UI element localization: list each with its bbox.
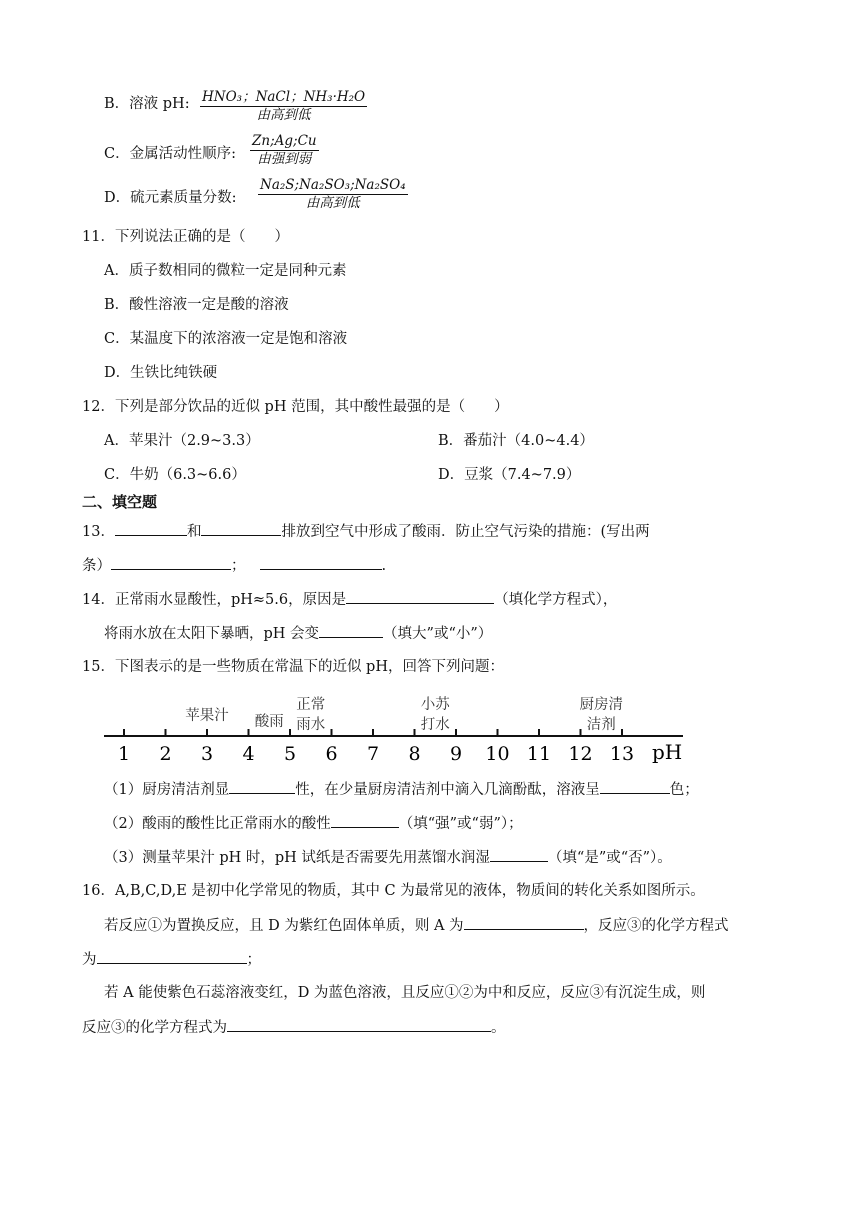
ph-substance-label: 打水 [420,717,450,733]
q16-1-text-a: 若反应①为置换反应，且 D 为紫红色固体单质，则 A 为 [104,918,464,934]
q16-2-text-b: ； [246,952,261,968]
q10-option-c-label: C．金属活动性顺序: [104,146,236,162]
q15-1-text-c: 色； [669,782,699,798]
ph-tick-label: 11 [526,743,552,765]
q12-option-b: B．番茄汁（4.0~4.4） [438,433,594,449]
ph-substance-label: 酸雨 [254,714,284,730]
q10-d-numerator: Na₂S;Na₂SO₃;Na₂SO₄ [260,177,406,193]
ph-tick-label: 9 [449,743,463,765]
q12-option-a: A．苹果汁（2.9~3.3） [104,433,260,449]
q11-stem: 11．下列说法正确的是（ ） [82,229,289,245]
q11-option-d: D．生铁比纯铁硬 [104,365,218,381]
q11-option-b: B．酸性溶液一定是酸的溶液 [104,297,289,313]
ph-unit-label: pH [652,740,683,764]
ph-substance-label: 雨水 [296,717,326,733]
q15-sub-2 [104,813,523,834]
q14-blank-1[interactable] [346,589,494,604]
q13-text-items: 条） [82,558,111,574]
q10-option-b-fraction [200,89,367,124]
ph-tick-label: 8 [408,743,421,765]
q10-option-b-label: B．溶液 pH: [104,96,190,112]
q13-text-main: 排放到空气中形成了酸雨．防止空气污染的措施：(写出两 [281,524,650,540]
q16-1-text-b: ，反应③的化学方程式 [583,918,729,934]
q16-line-2 [82,949,261,970]
q15-sub-3 [104,847,672,868]
ph-substance-label: 正常 [296,697,326,713]
q14-line-2 [104,623,492,644]
ph-tick-label: 5 [283,743,297,765]
q15-1-blank-2[interactable] [600,779,670,794]
q10-option-d-label: D．硫元素质量分数: [104,190,237,206]
q11-option-a: A．质子数相同的微粒一定是同种元素 [104,263,347,279]
q13-text-and: 和 [186,524,202,540]
q13-blank-2[interactable] [201,521,281,536]
q14-text-hint2: （填大”或“小”） [383,626,493,642]
ph-tick-label: 2 [159,743,172,765]
q16-4-text-b: 。 [491,1020,506,1036]
q10-option-c-fraction [250,133,319,168]
q13-blank-4[interactable] [260,555,382,570]
ph-substance-label: 苹果汁 [185,708,229,724]
q10-b-denominator: 由高到低 [256,107,311,123]
q13-text-end: . [381,558,387,574]
q13-blank-3[interactable] [111,555,231,570]
q16-line-1 [104,915,729,936]
q10-d-denominator: 由高到低 [305,195,360,211]
ph-tick-label: 4 [242,743,255,765]
q12-option-c: C．牛奶（6.3~6.6） [104,467,246,483]
q16-blank-eq1[interactable] [97,949,247,964]
ph-tick-label: 12 [568,743,593,765]
ph-tick-label: 3 [200,743,214,765]
q16-stem: 16．A,B,C,D,E 是初中化学常见的物质，其中 C 为最常见的液体，物质间的转化关系如图所示。 [82,883,705,899]
q15-1-text-a: （1）厨房清洁剂显 [104,782,230,798]
q10-option-d-fraction [258,177,408,212]
q15-3-text-a: （3）测量苹果汁 pH 时，pH 试纸是否需要先用蒸馏水润湿 [104,850,490,866]
q10-b-numerator: HNO₃；NaCl；NH₃·H₂O [202,89,366,105]
q14-line-1 [82,589,617,610]
q15-2-blank[interactable] [331,813,399,828]
q16-blank-a[interactable] [464,915,584,930]
ph-substance-label: 洁剂 [586,717,616,733]
q16-2-text-a: 为 [82,952,97,968]
ph-tick-label: 6 [325,743,338,765]
q15-2-text-b: （填“强”或“弱”）； [398,816,523,832]
q12-stem: 12．下列是部分饮品的近似 pH 范围，其中酸性最强的是（ ） [82,399,509,415]
q14-text-hint1: （填化学方程式）， [494,592,618,608]
ph-tick-label: 10 [485,743,510,765]
q15-stem: 15．下图表示的是一些物质在常温下的近似 pH，回答下列问题： [82,659,504,675]
q16-line-4 [82,1017,506,1038]
q15-1-text-b: 性，在少量厨房清洁剂中滴入几滴酚酞，溶液呈 [295,782,600,798]
ph-substance-label: 小苏 [420,697,450,713]
q13-blank-1[interactable] [115,521,187,536]
q15-2-text-a: （2）酸雨的酸性比正常雨水的酸性 [104,816,331,832]
q11-option-c: C．某温度下的浓溶液一定是饱和溶液 [104,331,348,347]
q13-text-sep: ； [231,558,246,574]
q15-1-blank-1[interactable] [229,779,295,794]
q10-c-denominator: 由强到弱 [257,151,312,167]
q14-text-sun: 将雨水放在太阳下暴晒，pH 会变 [104,626,320,642]
q13-line-2 [82,555,386,576]
ph-tick-label: 1 [117,743,131,765]
q10-c-numerator: Zn;Ag;Cu [252,133,317,149]
ph-substance-label: 厨房清 [579,697,623,713]
q15-3-text-b: （填“是”或“否”）。 [547,850,672,866]
q16-line-3: 若 A 能使紫色石蕊溶液变红，D 为蓝色溶液，且反应①②为中和反应，反应③有沉淀生成，则 [104,985,706,1001]
ph-scale-figure [96,692,696,772]
q14-blank-2[interactable] [319,623,383,638]
q15-3-blank[interactable] [490,847,548,862]
q16-4-text-a: 反应③的化学方程式为 [82,1020,227,1036]
q16-blank-eq2[interactable] [227,1017,491,1032]
q12-option-d: D．豆浆（7.4~7.9） [438,467,581,483]
q14-text-reason: 14．正常雨水显酸性，pH≈5.6，原因是 [82,592,347,608]
ph-tick-label: 7 [366,743,380,765]
section-title-fill-blank: 二、填空题 [82,493,158,511]
q15-sub-1 [104,779,699,800]
q13-number: 13． [82,524,115,540]
ph-tick-label: 13 [609,743,635,765]
q13-line-1 [82,521,650,542]
